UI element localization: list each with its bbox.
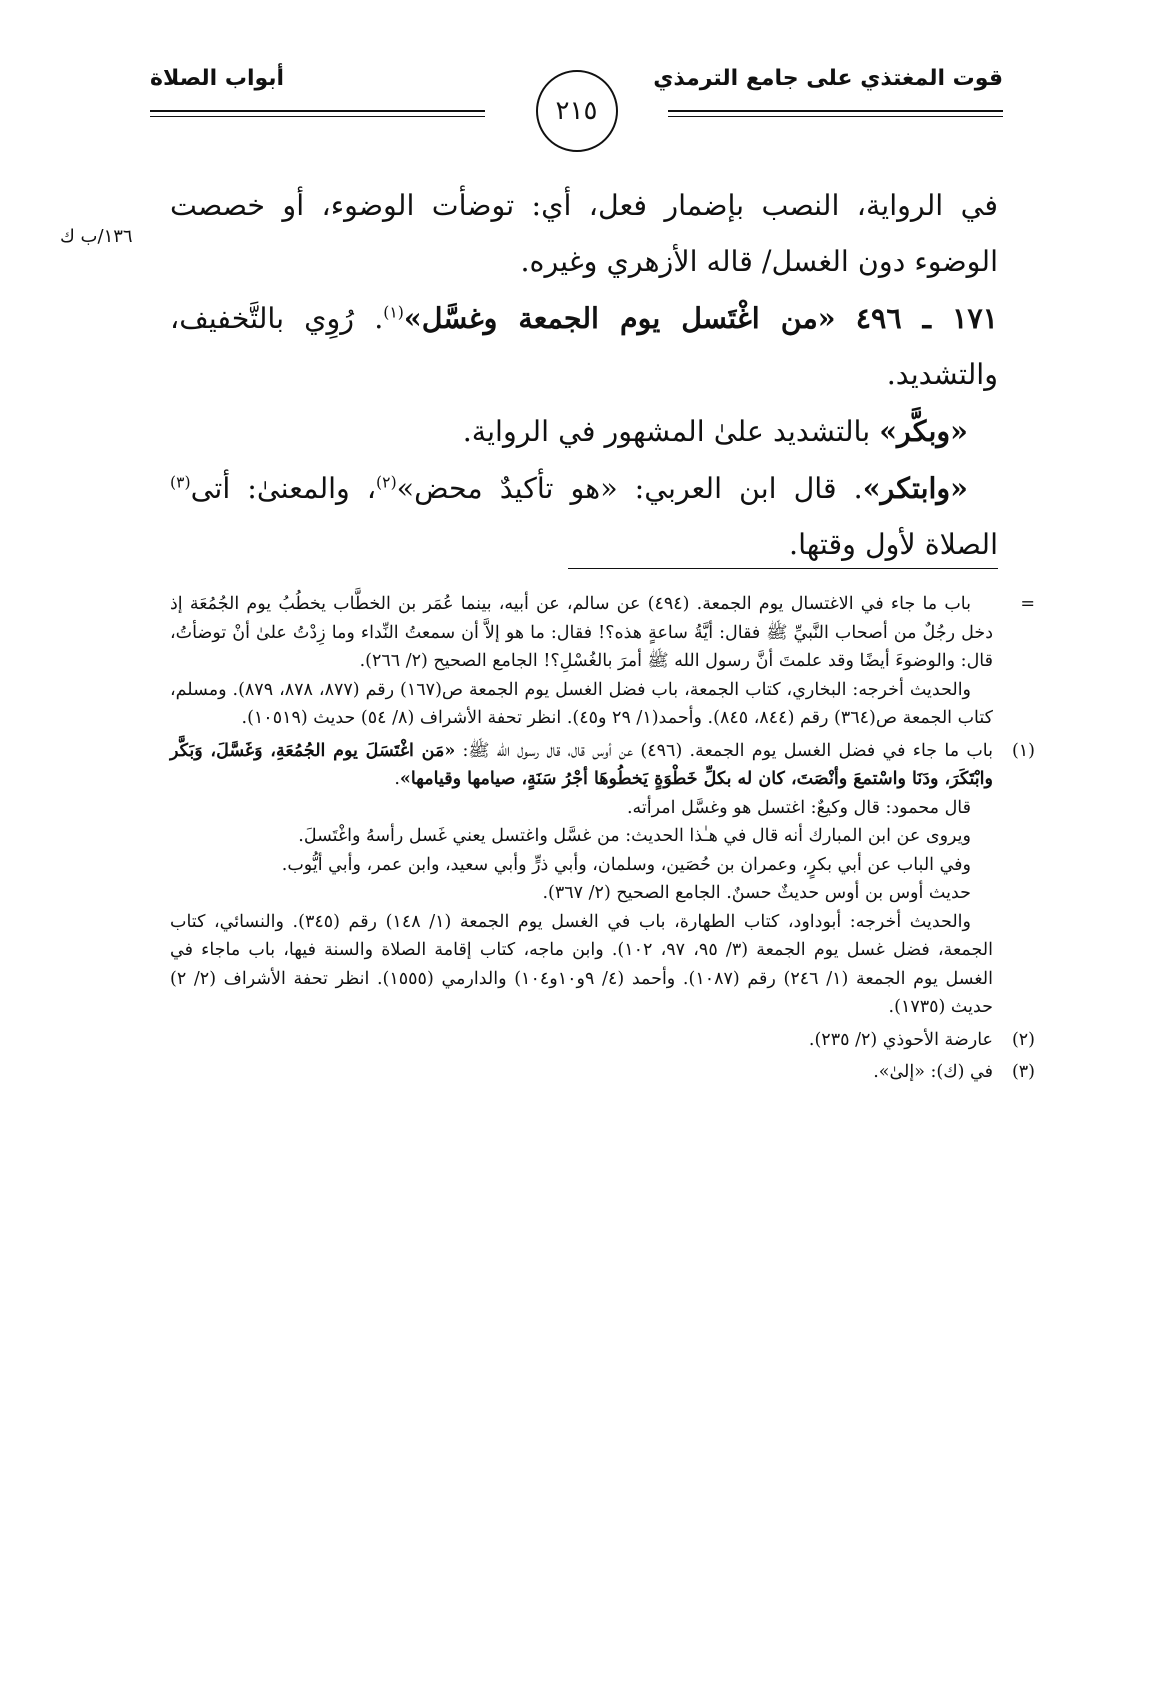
section-title: أبواب الصلاة — [150, 66, 285, 91]
footnotes — [170, 590, 1035, 1091]
main-text — [170, 178, 998, 573]
footnote-1-paragraph-2: قال محمود: قال وكيعٌ: اغتسل هو وغسَّل امرأته. — [626, 797, 971, 818]
footnote-1-marker: (١) — [1011, 740, 1035, 761]
term-bakkar: «وبكَّر» — [879, 414, 968, 448]
footnote-2 — [170, 1026, 1035, 1055]
main-paragraph-3 — [170, 403, 998, 460]
header-rule-left — [150, 110, 485, 112]
footnote-1-paragraph-6: والحديث أخرجه: أبوداود، كتاب الطهارة، باب في الغسل يوم الجمعة (١/ ١٤٨) رقم (٣٤٥). والنسائي، كتاب الجمعة، فضل غسل يوم الجمعة (٣/ ٩٥، ٩٧، ١٠٢). وابن ماجه، كتاب إقامة الصلاة والسنة فيها، باب ماجاء في الغسل يوم الجمعة (١/ ٢٤٦) رقم (١٠٨٧). وأحمد (٤/ ٩و١٠و١٠٤) والدارمي (١٥٥٥). انظر تحفة الأشراف (٢/ ٢) حديث (١٧٣٥). — [170, 911, 994, 1017]
continuation-marker: = — [1020, 594, 1035, 614]
hadith-paragraph — [170, 290, 998, 403]
footnote-3-marker: (٣) — [1011, 1062, 1035, 1082]
footnote-1 — [170, 737, 1035, 1022]
footnote-1-paragraph-5: حديث أوس بن أوس حديثٌ حسنٌ. الجامع الصحيح (٢/ ٣٦٧). — [542, 883, 971, 903]
hadith-tail: . رُوِي بالتَّخفيف، والتشديد. — [170, 302, 998, 391]
footnote-ref-3: (٣) — [170, 472, 191, 492]
page-header — [150, 48, 1003, 138]
footnote-1-period: . — [394, 769, 400, 789]
header-rule-right-thin — [668, 116, 1003, 117]
meaning-text: ، والمعنىٰ: أتى — [190, 472, 377, 505]
book-title: قوت المغتذي على جامع الترمذي — [653, 66, 1003, 91]
footnote-1-paragraph-1 — [170, 737, 993, 794]
footnote-1-paragraph-3: ويروى عن ابن المبارك أنه قال في هـٰذا الحديث: من غسَّل واغتسل يعني غَسل رأسهُ واغْتَسلَ. — [298, 826, 971, 846]
footnote-1-paragraph-4: وفي الباب عن أبي بكرٍ، وعمران بن حُصَين، وسلمان، وأبي ذرٍّ وأبي سعيد، وابن عمر، وأبي أيُّوب. — [281, 854, 971, 875]
term-ibtakar: «وابتكر» — [862, 471, 968, 505]
footnote-ref-1: (١) — [383, 302, 404, 322]
footnote-cont-paragraph-2: والحديث أخرجه: البخاري، كتاب الجمعة، باب فضل الغسل يوم الجمعة ص(١٦٧) رقم (٨٧٧، ٨٧٨، ٨٧٩). ومسلم، كتاب الجمعة ص(٣٦٤) رقم (٨٤٤، ٨٤٥). وأحمد(١/ ٢٩ و٤٥). انظر تحفة الأشراف (٨/ ٥٤) حديث (١٠٥١٩). — [170, 679, 993, 728]
footnote-2-text: عارضة الأحوذي (٢/ ٢٣٥). — [808, 1029, 993, 1050]
hadith-number: ١٧١ ـ ٤٩٦ — [855, 301, 998, 335]
footnote-1-hadith: «مَن اغْتَسَلَ يوم الجُمُعَةِ، وَغَسَّلَ، وَبَكَّر وابْتَكَرَ، ودَنَا واسْتمعَ وأنْصَتَ، كان له بكلِّ خَطْوَةٍ يَخطُوهَا أجْرُ سَنَةٍ، صيامها وقيامها» — [170, 740, 993, 789]
main-paragraph-4 — [170, 460, 998, 573]
footnote-1-intro: باب ما جاء في فضل الغسل يوم الجمعة. (٤٩٦) عن أوس قال، قال رسول الله ﷺ: — [455, 740, 993, 761]
manuscript-folio-note: ١٣٦/ب ك — [60, 226, 133, 247]
term-bakkar-gloss: بالتشديد علىٰ المشهور في الرواية. — [462, 415, 880, 448]
header-rule-left-thin — [150, 116, 485, 117]
main-paragraph-1: في الرواية، النصب بإضمار فعل، أي: توضأت الوضوء، أو خصصت الوضوء دون الغسل/ قاله الأزهري وغيره. — [170, 189, 998, 278]
footnote-ref-2: (٢) — [376, 472, 397, 492]
meaning-tail: الصلاة لأول وقتها. — [789, 528, 998, 561]
footnote-3 — [170, 1058, 1035, 1087]
footnote-2-marker: (٢) — [1011, 1029, 1035, 1050]
hadith-text: «من اغْتَسل يوم الجمعة وغسَّل» — [403, 301, 836, 335]
page-number: ٢١٥ — [536, 70, 618, 152]
footnote-cont-paragraph-1: باب ما جاء في الاغتسال يوم الجمعة. (٤٩٤) عن سالم، عن أبيه، بينما عُمَر بن الخطَّاب يخطُبُ يوم الجُمُعَة إذ دخل رجُلٌ من أصحاب النَّبيِّ ﷺ فقال: أيَّةُ ساعةٍ هذه؟! فقال: ما هو إلاَّ أن سمعتُ النِّداء وما زِدْتُ علىٰ أنْ توضأتُ، قال: والوضوءَ أيضًا وقد علمتَ أنَّ رسول الله ﷺ أمرَ بالغُسْلِ؟! الجامع الصحيح (٢/ ٢٦٦). — [170, 594, 993, 671]
footnote-continued — [170, 590, 1035, 733]
header-rule-right — [668, 110, 1003, 112]
footnote-separator — [568, 568, 998, 569]
ibn-arabi-quote: . قال ابن العربي: «هو تأكيدٌ محض» — [396, 472, 863, 505]
footnote-3-text: في (ك): «إلىٰ». — [873, 1062, 993, 1082]
